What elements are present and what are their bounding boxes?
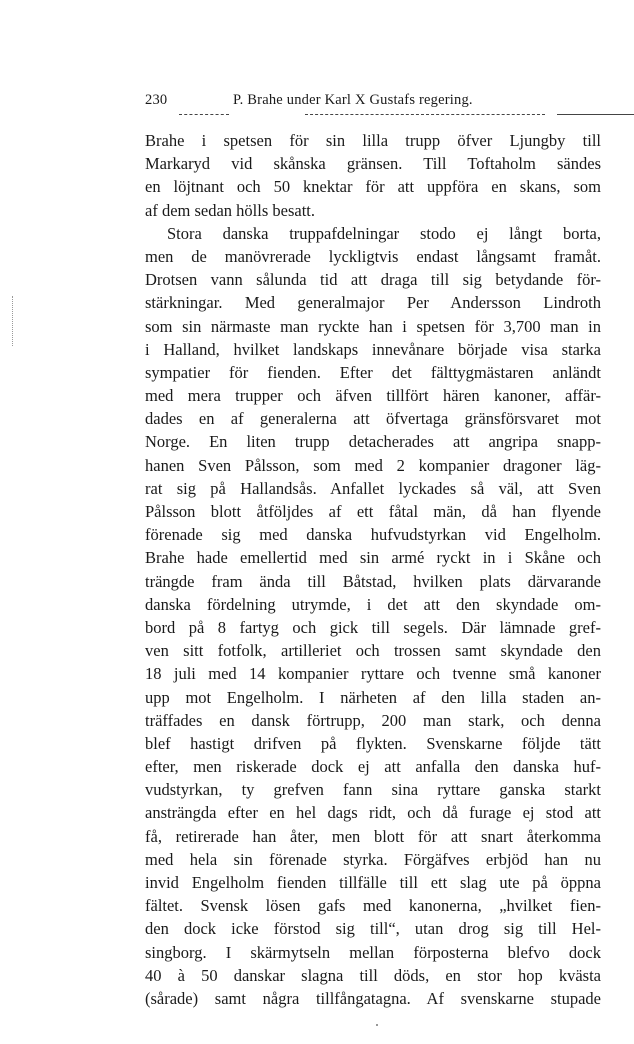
- text-line: den dock icke förstod sig till“, utan drog sig till Hel-: [145, 919, 601, 939]
- text-line: som sin närmaste man ryckte han i spetsen för 3,700 man in: [145, 316, 601, 336]
- text-line: Markaryd vid skånska gränsen. Till Toftaholm sändes: [145, 154, 601, 174]
- text-line: trängde fram ända till Båtstad, hvilken plats därvarande: [145, 571, 601, 591]
- text-line: invid Engelholm fienden tillfälle till ett slag ute på öppna: [145, 873, 601, 892]
- body-text: [145, 129, 601, 1010]
- header-rule: [305, 114, 545, 115]
- text-line: danska fördelning utrymde, i det att den skyndade om-: [145, 594, 601, 614]
- text-line: en löjtnant och 50 knektar för att uppföra en skans, som: [145, 177, 601, 197]
- text-line: rat sig på Hallandsås. Anfallet lyckades så väl, att Sven: [145, 478, 601, 498]
- text-line: med hela sin förenade styrka. Förgäfves erbjöd han nu: [145, 849, 601, 869]
- text-line: ansträngda efter en hel dags ridt, och då furage ej stod att: [145, 803, 601, 823]
- text-line: Brahe hade emellertid med sin armé ryckt in i Skåne och: [145, 548, 601, 568]
- text-line: dades en af generalerna att öfvertaga gränsförsvaret mot: [145, 409, 601, 429]
- page-header: [145, 92, 600, 114]
- text-line: Stora danska truppafdelningar stodo ej långt borta,: [167, 223, 601, 243]
- text-line: blef hastigt drifven på flykten. Svenskarne följde tätt: [145, 733, 601, 753]
- text-line: upp mot Engelholm. I närheten af den lilla staden an-: [145, 687, 601, 707]
- text-line: träffades en dansk förtrupp, 200 man stark, och denna: [145, 710, 601, 730]
- text-line: 40 à 50 danskar slagna till döds, en stor hop kvästa: [145, 965, 601, 985]
- text-line: (sårade) samt några tillfångatagna. Af svenskarne stupade: [145, 988, 601, 1008]
- text-line: bord på 8 fartyg och gick till segels. Där lämnade gref-: [145, 617, 601, 637]
- text-line: men de manövrerade lyckligtvis endast långsamt framåt.: [145, 246, 601, 266]
- text-line: Norge. En liten trupp detacherades att angripa snapp-: [145, 432, 601, 452]
- header-rule: [557, 114, 634, 115]
- page-speck: [376, 1024, 378, 1026]
- text-line: förenade sig med danska hufvudstyrkan vid Engelholm.: [145, 525, 601, 545]
- text-line: i Halland, hvilket landskaps innevånare började visa starka: [145, 339, 601, 359]
- text-line: ven sitt fotfolk, artilleriet och trossen samt skyndade den: [145, 641, 601, 661]
- text-line: sympatier för fienden. Efter det fälttygmästaren anländt: [145, 362, 601, 382]
- text-line: Pålsson blott åtföljdes af ett fåtal män, då han flyende: [145, 502, 601, 521]
- text-line: vudstyrkan, ty grefven fann sina ryttare ganska starkt: [145, 780, 601, 800]
- text-line: med mera trupper och äfven tillfört hären kanoner, affär-: [145, 386, 601, 406]
- text-line: 18 juli med 14 kompanier ryttare och tvenne små kanoner: [145, 664, 601, 684]
- page-number: 230: [145, 92, 168, 108]
- margin-mark: [12, 296, 13, 346]
- text-line: fältet. Svensk lösen gafs med kanonerna, „hvilket fien-: [145, 896, 601, 916]
- text-line: singborg. I skärmytseln mellan förposterna blefvo dock: [145, 942, 601, 962]
- text-line: Drotsen vann sålunda tid att draga till sig betydande för-: [145, 270, 601, 290]
- text-line: Brahe i spetsen för sin lilla trupp öfver Ljungby till: [145, 131, 601, 150]
- text-line: af dem sedan hölls besatt.: [145, 200, 315, 220]
- text-line: hanen Sven Pålsson, som med 2 kompanier dragoner läg-: [145, 455, 601, 475]
- text-line: stärkningar. Med generalmajor Per Andersson Lindroth: [145, 293, 601, 313]
- running-title: P. Brahe under Karl X Gustafs regering.: [233, 92, 473, 108]
- header-rule: [179, 114, 229, 115]
- text-line: få, retirerade han åter, men blott för att snart återkomma: [145, 826, 601, 846]
- text-line: efter, men riskerade dock ej att anfalla den danska huf-: [145, 757, 601, 777]
